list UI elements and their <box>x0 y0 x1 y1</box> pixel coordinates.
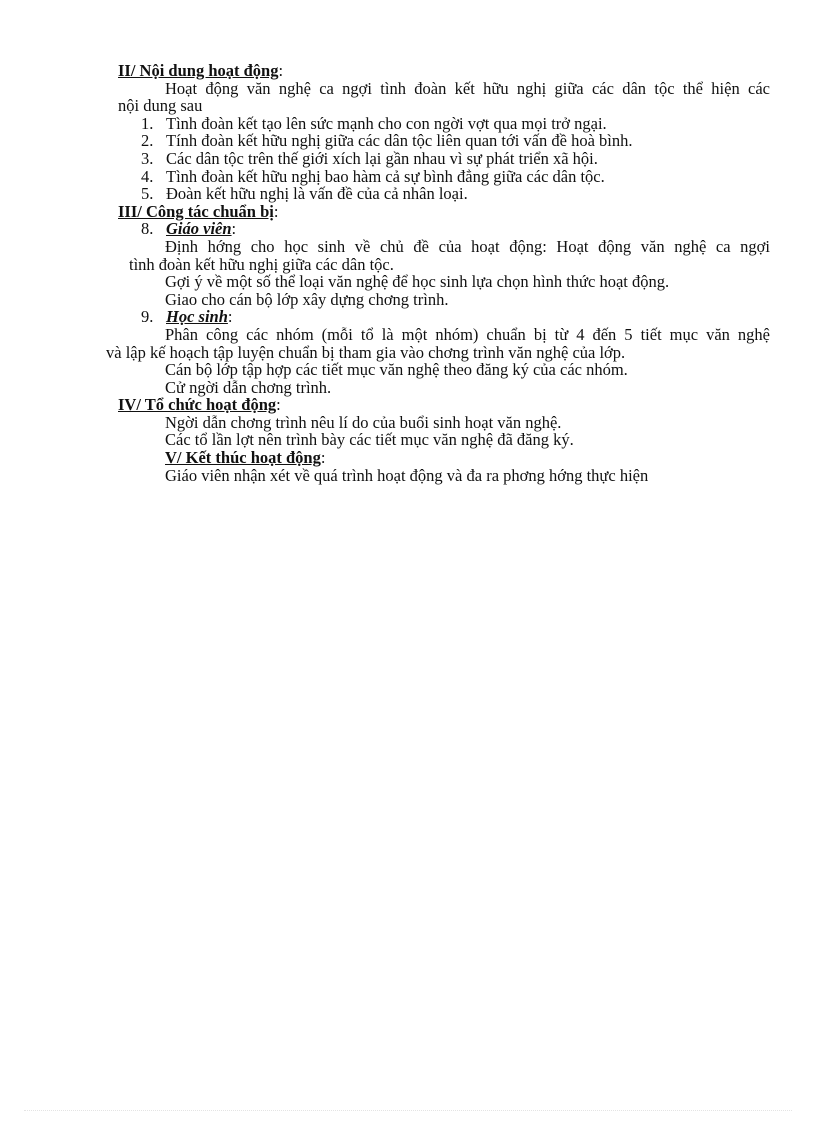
list-item <box>118 150 770 168</box>
list-item-text: Các dân tộc trên thế giới xích lại gần nhau vì sự phát triển xã hội. <box>166 148 598 168</box>
list-item <box>118 115 770 133</box>
teacher-para-1-line-2: tình đoàn kết hữu nghị giữa các dân tộc. <box>129 254 394 274</box>
student-number: 9. <box>141 307 154 327</box>
section-4-para-1: Ngời dẫn chơng trình nêu lí do của buổi sinh hoạt văn nghệ. <box>165 412 562 432</box>
section-2-intro-line-1: Hoạt động văn nghệ ca ngợi tình đoàn kết hữu nghị giữa các dân tộc thể hiện các <box>165 78 770 98</box>
section-2-heading <box>118 62 770 80</box>
section-4-heading <box>118 396 770 414</box>
student-para-2: Cán bộ lớp tập hợp các tiết mục văn nghệ theo đăng ký của các nhóm. <box>165 360 628 380</box>
page-bottom-divider <box>24 1110 792 1111</box>
section-5-heading <box>118 449 770 467</box>
section-2-colon: : <box>278 61 284 80</box>
student-subheading <box>118 308 770 326</box>
teacher-label: Giáo viên <box>166 219 232 239</box>
list-item-text: Tính đoàn kết hữu nghị giữa các dân tộc liên quan tới vấn đề hoà bình. <box>166 131 633 151</box>
student-label: Học sinh <box>166 307 228 327</box>
document-page <box>106 61 770 485</box>
student-para-1-line-2: và lập kế hoạch tập luyện chuẩn bị tham gia vào chơng trình văn nghệ của lớp. <box>106 342 626 362</box>
section-4-colon: : <box>276 395 281 415</box>
student-para-1-line-1: Phân công các nhóm (mỗi tổ là một nhóm) chuẩn bị từ 4 đến 5 tiết mục văn nghệ <box>165 324 770 344</box>
list-item <box>118 168 770 186</box>
section-4-para-2: Các tổ lần lợt nên trình bày các tiết mục văn nghệ đã đăng ký. <box>165 430 574 450</box>
list-item-number: 4. <box>141 166 154 186</box>
list-item-number: 3. <box>141 148 154 168</box>
teacher-number: 8. <box>141 219 154 239</box>
list-item-number: 1. <box>141 113 154 133</box>
list-item-text: Tình đoàn kết hữu nghị bao hàm cả sự bình đẳng giữa các dân tộc. <box>166 166 605 186</box>
teacher-subheading <box>118 220 770 238</box>
list-item-text: Đoàn kết hữu nghị là vấn đề của cả nhân loại. <box>166 184 468 204</box>
list-item-text: Tình đoàn kết tạo lên sức mạnh cho con ngời vợt qua mọi trở ngại. <box>166 113 607 133</box>
student-colon: : <box>227 307 233 327</box>
teacher-para-3: Giao cho cán bộ lớp xây dựng chơng trình. <box>165 289 449 309</box>
teacher-para-2: Gợi ý về một số thể loại văn nghệ để học sinh lựa chọn hình thức hoạt động. <box>165 272 670 292</box>
section-4-title: IV/ Tổ chức hoạt động <box>118 395 277 415</box>
section-3-colon: : <box>273 201 279 221</box>
section-5-para-1: Giáo viên nhận xét về quá trình hoạt động và đa ra phơng hớng thực hiện <box>165 465 649 485</box>
section-2-intro-line-2: nội dung sau <box>118 96 203 116</box>
section-5-title: V/ Kết thúc hoạt động <box>165 448 321 468</box>
student-para-3: Cử ngời dẫn chơng trình. <box>165 377 332 397</box>
section-2-title: II/ Nội dung hoạt động <box>118 61 279 80</box>
list-item <box>118 185 770 203</box>
list-item-number: 2. <box>141 131 154 151</box>
list-item <box>118 132 770 150</box>
section-3-title: III/ Công tác chuẩn bị <box>118 201 274 221</box>
section-5-colon: : <box>320 448 326 468</box>
section-3-heading <box>118 203 770 221</box>
teacher-para-1-line-1: Định hớng cho học sinh về chủ đề của hoạt động: Hoạt động văn nghệ ca ngợi <box>165 236 770 256</box>
teacher-colon: : <box>231 219 237 239</box>
list-item-number: 5. <box>141 184 154 204</box>
